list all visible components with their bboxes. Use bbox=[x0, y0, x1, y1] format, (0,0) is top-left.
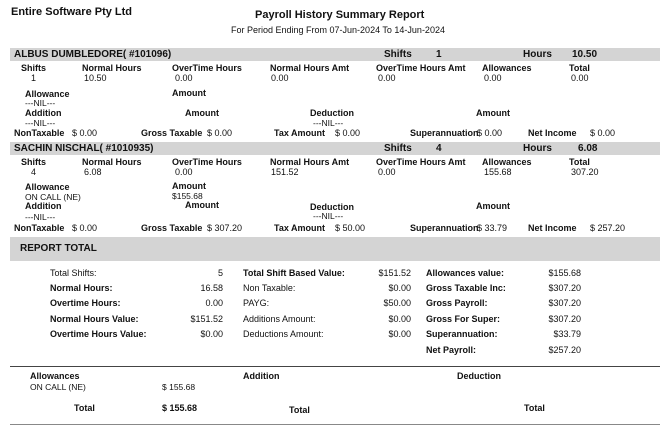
net-payroll-label: Net Payroll: bbox=[426, 345, 477, 355]
normal-hours-label: Normal Hours: bbox=[50, 283, 113, 293]
total-shifts-label: Total Shifts: bbox=[50, 268, 97, 278]
val-normal-hours: 10.50 bbox=[84, 73, 107, 83]
employee-name: SACHIN NISCHAL( #1010935) bbox=[14, 143, 154, 154]
deduction-label: Deduction bbox=[310, 202, 354, 212]
col-overtime-hours-amt: OverTime Hours Amt bbox=[376, 157, 466, 167]
gross-payroll-label: Gross Payroll: bbox=[426, 298, 488, 308]
summary-allowance-item: ON CALL (NE) bbox=[30, 382, 86, 392]
val-overtime-hours: 0.00 bbox=[175, 167, 193, 177]
col-total: Total bbox=[569, 157, 590, 167]
deduction-amount-label: Amount bbox=[476, 201, 510, 211]
gross-taxable-inc-value: $307.20 bbox=[548, 283, 581, 293]
shifts-label: Shifts bbox=[384, 49, 412, 60]
summary-allowance-total-label: Total bbox=[74, 403, 95, 413]
addition-nil: ---NIL--- bbox=[25, 118, 56, 128]
val-total: 0.00 bbox=[571, 73, 589, 83]
nontaxable-label: NonTaxable bbox=[14, 223, 65, 233]
net-payroll-value: $257.20 bbox=[548, 345, 581, 355]
report-total-band bbox=[10, 237, 660, 261]
gross-taxable-value: $ 307.20 bbox=[207, 223, 243, 233]
report-title: Payroll History Summary Report bbox=[255, 9, 425, 21]
normal-hours-value-amount: $151.52 bbox=[190, 314, 223, 324]
deduction-amount-label: Amount bbox=[476, 108, 510, 118]
gross-payroll-value: $307.20 bbox=[548, 298, 581, 308]
tax-amount-label: Tax Amount bbox=[274, 128, 325, 138]
allowance-desc: ON CALL (NE) bbox=[25, 192, 81, 202]
col-overtime-hours: OverTime Hours bbox=[172, 157, 242, 167]
allowance-label: Allowance bbox=[25, 182, 70, 192]
col-allowances: Allowances bbox=[482, 63, 532, 73]
net-income-value: $ 0.00 bbox=[590, 128, 616, 138]
gross-taxable-inc-label: Gross Taxable Inc: bbox=[426, 283, 506, 293]
normal-hours-value-label: Normal Hours Value: bbox=[50, 314, 139, 324]
allowance-label: Allowance bbox=[25, 89, 70, 99]
summary-divider bbox=[10, 366, 660, 367]
nontaxable-value: $ 0.00 bbox=[72, 223, 98, 233]
gross-taxable-value: $ 0.00 bbox=[207, 128, 233, 138]
report-total-heading: REPORT TOTAL bbox=[20, 243, 97, 254]
non-taxable-value: $0.00 bbox=[388, 283, 411, 293]
net-income-label: Net Income bbox=[528, 223, 577, 233]
allowances-value-label: Allowances value: bbox=[426, 268, 505, 278]
superannuation-label: Superannuation bbox=[410, 128, 479, 138]
col-allowances: Allowances bbox=[482, 157, 532, 167]
tax-amount-label: Tax Amount bbox=[274, 223, 325, 233]
hours-value: 6.08 bbox=[578, 143, 598, 154]
superannuation-value: $ 33.79 bbox=[477, 223, 508, 233]
addition-label: Addition bbox=[25, 201, 62, 211]
col-normal-hours: Normal Hours bbox=[82, 157, 142, 167]
shifts-label: Shifts bbox=[384, 143, 412, 154]
summary-allowance-total-value: $ 155.68 bbox=[162, 403, 198, 413]
superannuation-value: $ 0.00 bbox=[477, 128, 503, 138]
hours-label: Hours bbox=[523, 49, 552, 60]
col-overtime-hours-amt: OverTime Hours Amt bbox=[376, 63, 466, 73]
allowances-value: $155.68 bbox=[548, 268, 581, 278]
summary-allowances-heading: Allowances bbox=[30, 371, 80, 381]
val-normal-hours: 6.08 bbox=[84, 167, 102, 177]
deduction-nil: ---NIL--- bbox=[313, 118, 344, 128]
col-shifts: Shifts bbox=[21, 157, 47, 167]
val-normal-hours-amt: 0.00 bbox=[271, 73, 289, 83]
total-shifts-value: 5 bbox=[217, 268, 223, 278]
non-taxable-label: Non Taxable: bbox=[243, 283, 296, 293]
allowance-desc: ---NIL--- bbox=[25, 98, 56, 108]
val-total: 307.20 bbox=[571, 167, 599, 177]
summary-allowance-item-amount: $ 155.68 bbox=[162, 382, 196, 392]
overtime-hours-value: 0.00 bbox=[205, 298, 223, 308]
shifts-value: 4 bbox=[436, 143, 442, 154]
employee-name: ALBUS DUMBLEDORE( #101096) bbox=[14, 49, 172, 60]
gross-for-super-label: Gross For Super: bbox=[426, 314, 501, 324]
tax-amount-value: $ 50.00 bbox=[335, 223, 366, 233]
payg-value: $50.00 bbox=[383, 298, 411, 308]
superannuation-label: Superannuation bbox=[410, 223, 479, 233]
gross-for-super-value: $307.20 bbox=[548, 314, 581, 324]
col-overtime-hours: OverTime Hours bbox=[172, 63, 242, 73]
total-shift-based-value-label: Total Shift Based Value: bbox=[243, 268, 345, 278]
col-normal-hours-amt: Normal Hours Amt bbox=[270, 63, 350, 73]
allowance-amount-label: Amount bbox=[172, 181, 206, 191]
additions-amount-label: Additions Amount: bbox=[243, 314, 316, 324]
hours-value: 10.50 bbox=[572, 49, 598, 60]
col-shifts: Shifts bbox=[21, 63, 47, 73]
nontaxable-value: $ 0.00 bbox=[72, 128, 98, 138]
net-income-label: Net Income bbox=[528, 128, 577, 138]
normal-hours-value: 16.58 bbox=[200, 283, 223, 293]
val-normal-hours-amt: 151.52 bbox=[271, 167, 299, 177]
hours-label: Hours bbox=[523, 143, 552, 154]
overtime-hours-value-amount: $0.00 bbox=[200, 329, 223, 339]
addition-amount-label: Amount bbox=[185, 108, 219, 118]
summary-deduction-total-label: Total bbox=[524, 403, 545, 413]
overtime-hours-value-label: Overtime Hours Value: bbox=[50, 329, 147, 339]
allowance-amount-label: Amount bbox=[172, 88, 206, 98]
val-allowances: 155.68 bbox=[484, 167, 512, 177]
net-income-value: $ 257.20 bbox=[590, 223, 626, 233]
col-normal-hours: Normal Hours bbox=[82, 63, 142, 73]
addition-nil: ---NIL--- bbox=[25, 212, 56, 222]
val-overtime-hours-amt: 0.00 bbox=[378, 73, 396, 83]
superannuation-total-value: $33.79 bbox=[553, 329, 581, 339]
deductions-amount-value: $0.00 bbox=[388, 329, 411, 339]
val-allowances: 0.00 bbox=[484, 73, 502, 83]
nontaxable-label: NonTaxable bbox=[14, 128, 65, 138]
addition-label: Addition bbox=[25, 108, 62, 118]
company-name: Entire Software Pty Ltd bbox=[11, 6, 133, 18]
gross-taxable-label: Gross Taxable bbox=[141, 223, 203, 233]
val-shifts: 1 bbox=[31, 73, 37, 83]
col-normal-hours-amt: Normal Hours Amt bbox=[270, 157, 350, 167]
superannuation-total-label: Superannuation: bbox=[426, 329, 498, 339]
deduction-label: Deduction bbox=[310, 108, 354, 118]
payg-label: PAYG: bbox=[243, 298, 270, 308]
shifts-value: 1 bbox=[436, 49, 442, 60]
bottom-divider bbox=[10, 424, 660, 425]
overtime-hours-label: Overtime Hours: bbox=[50, 298, 121, 308]
report-period: For Period Ending From 07-Jun-2024 To 14-Jun-2024 bbox=[231, 25, 445, 35]
allowance-amount-value: $155.68 bbox=[172, 191, 203, 201]
val-overtime-hours-amt: 0.00 bbox=[378, 167, 396, 177]
val-overtime-hours: 0.00 bbox=[175, 73, 193, 83]
summary-addition-total-label: Total bbox=[289, 405, 310, 415]
val-shifts: 4 bbox=[31, 167, 37, 177]
additions-amount-value: $0.00 bbox=[388, 314, 411, 324]
summary-addition-heading: Addition bbox=[243, 371, 280, 381]
col-total: Total bbox=[569, 63, 590, 73]
deductions-amount-label: Deductions Amount: bbox=[243, 329, 324, 339]
total-shift-based-value: $151.52 bbox=[378, 268, 411, 278]
summary-deduction-heading: Deduction bbox=[457, 371, 501, 381]
addition-amount-label: Amount bbox=[185, 200, 219, 210]
deduction-nil: ---NIL--- bbox=[313, 211, 344, 221]
tax-amount-value: $ 0.00 bbox=[335, 128, 361, 138]
gross-taxable-label: Gross Taxable bbox=[141, 128, 203, 138]
